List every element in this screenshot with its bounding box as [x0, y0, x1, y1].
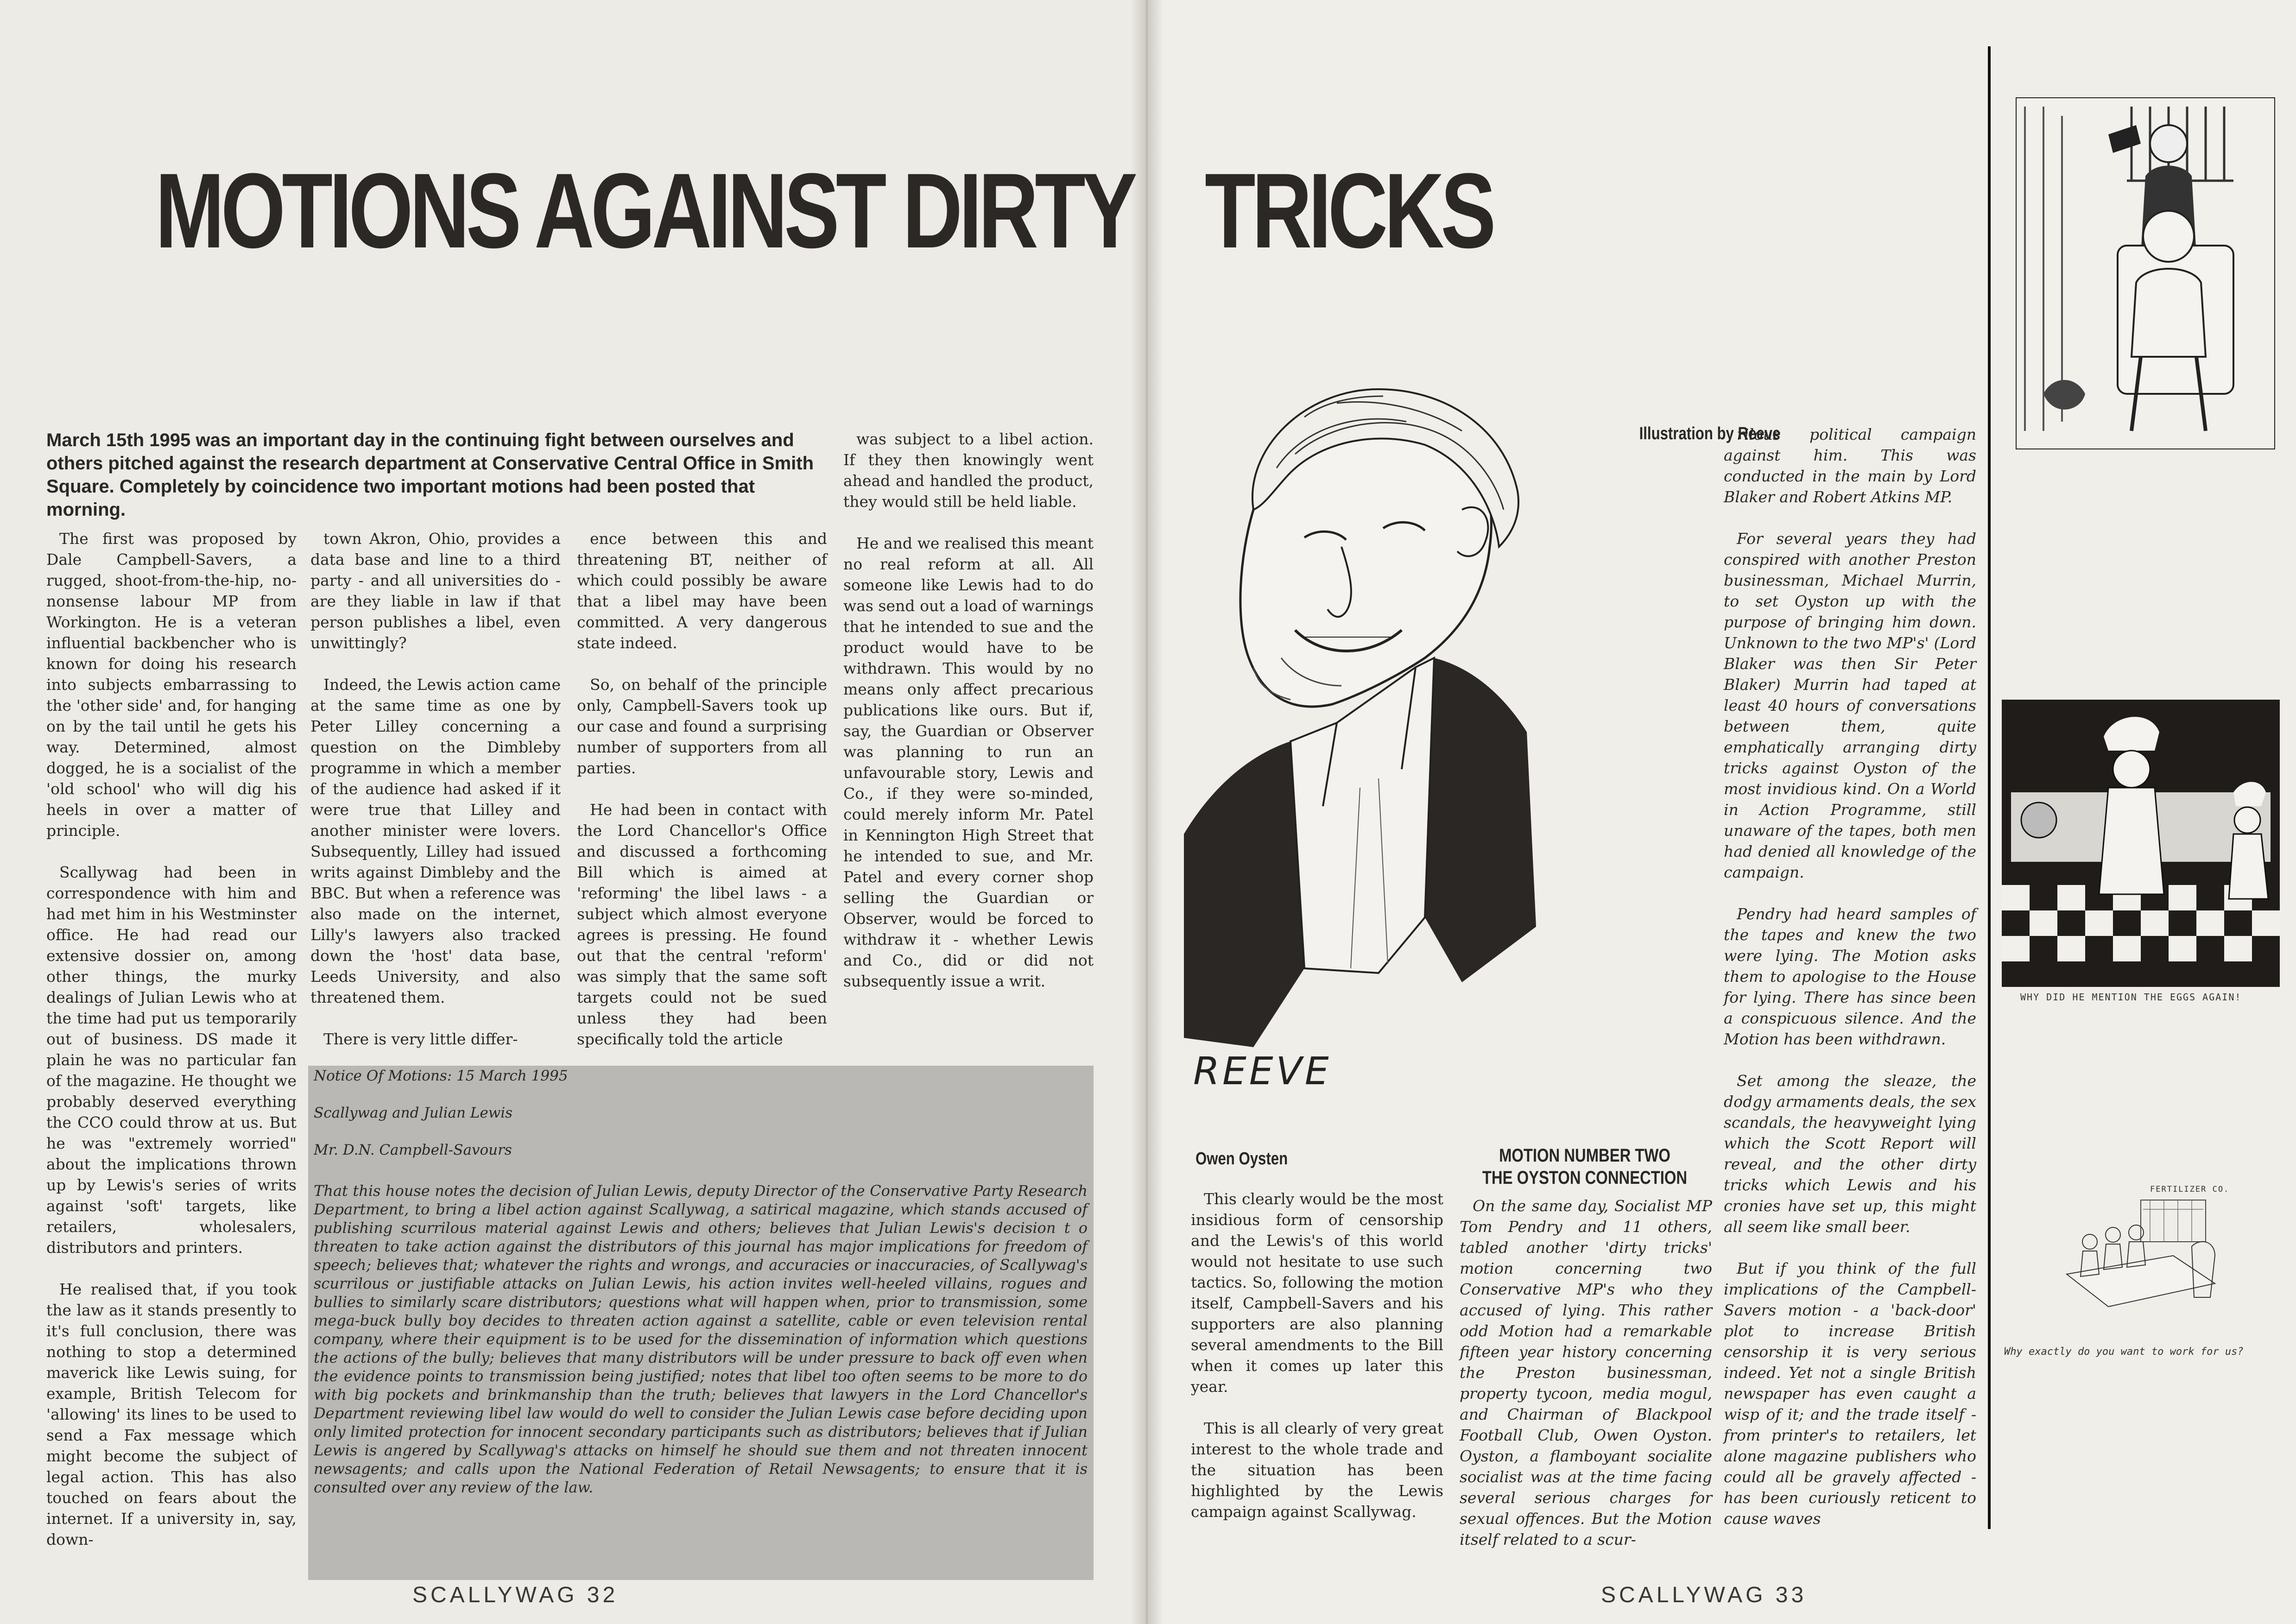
- paragraph: Pendry had heard samples of the tapes and knew the two were lying. The Motion asks them to apologise to the House for lying. There has since been a conspicuous silence. And the Motion has been withdrawn.: [1724, 905, 1976, 1048]
- page-number-left: SCALLYWAG 32: [412, 1583, 619, 1607]
- office-cartoon-sign: FERTILIZER CO.: [2150, 1185, 2230, 1194]
- illustration-credit: Illustration by Reeve: [1639, 424, 1781, 443]
- column-3: [577, 528, 827, 1070]
- paragraph: Scallywag had been in correspondence with him and had met him in his Westminster office. He had read our extensive dossier on, among other things, the murky dealings of Julian Lewis who at the time had put us temporarily out of business. DS made it plain he was no particular fan of the magazine. He thought we probably deserved everything the CCO could throw at us. But he was "extremely worried" about the implications thrown up by Lewis's series of writs against 'soft' targets, like retailers, wholesalers, distributors and printers.: [46, 863, 297, 1257]
- paragraph: The first was proposed by Dale Campbell-Savers, a rugged, shoot-from-the-hip, no-nonsense labour MP from Workington. He is a veteran influential backbencher who is known for doing his research into subjects embarrassing to the 'other side' and, for hanging on by the tail until he gets his way. Determined, almost dogged, he is a socialist of the 'old school' who will dig his heels in over a matter of principle.: [46, 530, 297, 840]
- column-rule: [1988, 46, 1991, 1529]
- headline-right: TRICKS: [1205, 151, 1493, 270]
- paragraph: He had been in contact with the Lord Chancellor's Office and discussed a forthcoming Bill which is aimed at 'reforming' the libel laws - a subject which almost everyone agrees is pressing. He found out that the central 'reform' was simply that the same soft targets could not be sued unless they had been specifically told the article: [577, 801, 827, 1048]
- column-1: [46, 528, 297, 1571]
- article-intro: March 15th 1995 was an important day in the continuing fight between ourselves and others pitched against the research department at Conservative Central Office in Smith Square. Completely by coincidence two important motions had been posted that morning.: [46, 430, 814, 520]
- paragraph: town Akron, Ohio, provides a data base and line to a third party - and all universities do - are they liable in law if that person publishes a libel, even unwittingly?: [310, 530, 561, 652]
- column-4: [843, 429, 1094, 1012]
- paragraph: ence between this and threatening BT, neither of which could possibly be aware that a libel may have been committed. A very dangerous state indeed.: [577, 530, 827, 652]
- subhead-motion-two: [1482, 1144, 1688, 1189]
- column-2: [310, 528, 561, 1070]
- cartoon-kitchen-illustration: [2002, 700, 2280, 987]
- paragraph: For several years they had conspired with another Preston businessman, Michael Murrin, to set Oyston up with the purpose of bringing him down. Unknown to the two MP's' (Lord Blaker was then Sir Peter Blaker) Murrin had taped at least 40 hours of conversations between them, quite emphatically arranging dirty tricks against Oyston of the most invidious kind. On a World in Action Programme, still unaware of the tapes, both men had denied all knowledge of the campaign.: [1724, 530, 1976, 881]
- paragraph: There is very little differ-: [323, 1030, 518, 1048]
- paragraph: He and we realised this meant no real reform at all. All someone like Lewis had to do was send out a load of warnings that he intended to sue and the product would have to be withdrawn. This would by no means only affect precarious publications like ours. But if, say, the Guardian or Observer was planning to run an unfavourable story, Lewis and Co., if they were so-minded, could merely inform Mr. Patel in Kennington High Street that he intended to sue, and Mr. Patel and every corner shop selling the Guardian or Observer, would be forced to withdraw it - whether Lewis and Co., did or did not subsequently issue a writ.: [843, 534, 1094, 990]
- column-a: [1191, 1188, 1443, 1543]
- notice-title: Notice Of Motions: 15 March 1995: [314, 1068, 568, 1084]
- notice-text: That this house notes the decision of Julian Lewis, deputy Director of the Conservative Party Research Department, to bring a libel action against Scallywag, a satirical magazine, which stands accused of publishing scurrilous material against Lewis and others; believes that Julian Lewis's decision t o threaten to take action against the distributors of this journal has major implications for freedom of speech; believes that; whatever the rights and wrongs, and accuracies or inaccuracies, of Scallywag's scurrilous or justifiable attacks on Julian Lewis, his action invites well-heeled villains, rogues and bullies to similarly scare distributors; questions what will happen when, prior to transmission, some mega-buck bully boy decides to threaten action against a satellite, cable or even television rental company, where their equipment is to be used for the dissemination of information which questions the actions of the bully; believes that many distributors will be under pressure to back off even when the evidence points to transmission being justified; notes that libel too often seems to be more to do with big pockets and brinkmanship than the truth; believes that lawyers in the Lord Chancellor's Department reviewing libel law would do well to consider the Julian Lewis case before deciding upon only limited protection for innocent secondary participants such as distributors; believes that if Julian Lewis is angered by Scallywag's attacks on himself he should sue them and not threaten innocent newsagents; and calls upon the National Federation of Retail Newsagents; to ensure that it is consulted over any review of the law.: [314, 1182, 1088, 1496]
- cartoon-office-illustration: [2062, 1191, 2229, 1321]
- paragraph: Set among the sleaze, the dodgy armaments deals, the sex scandals, the heavyweight lying which the Scott Report will reveal, and the other dirty tricks which Lewis and his cronies have set up, this might all seem like small beer.: [1724, 1072, 1976, 1236]
- spine-gutter: [1131, 0, 1163, 1624]
- paragraph: Indeed, the Lewis action came at the same time as one by Peter Lilley concerning a question on the Dimbleby programme in which a member of the audience had asked if it were true that Lilley and another minister were lovers. Subsequently, Lilley had issued writs against Dimbleby and the BBC. But when a reference was also made on the internet, Lilly's lawyers also tracked down the 'host' data base, Leeds University, and also threatened them.: [310, 676, 561, 1006]
- notice-of-motions-box: [308, 1066, 1094, 1580]
- portrait-caption: Owen Oysten: [1195, 1149, 1288, 1169]
- headline-left: MOTIONS AGAINST DIRTY: [155, 151, 1134, 270]
- caricature-illustration: [1184, 371, 1564, 1121]
- paragraph: rilous political campaign against him. This was conducted in the main by Lord Blaker and Robert Atkins MP.: [1724, 425, 1976, 506]
- paragraph: He realised that, if you took the law as it stands presently to it's full conclusion, there was nothing to stop a determined maverick like Lewis suing, for example, British Telecom for 'allowing' its lines to be used to send a Fax message which might become the subject of legal action. This has also touched on fears about the internet. If a university in, say, down-: [46, 1280, 297, 1548]
- cartoon-throne-illustration: [2016, 97, 2275, 449]
- artist-signature: REEVE: [1193, 1049, 1332, 1093]
- subhead-line-1: MOTION NUMBER TWO: [1499, 1145, 1670, 1166]
- paragraph: This clearly would be the most insidious form of censorship and the Lewis's of this world would not hesitate to use such tactics. So, following the motion itself, Campbell-Savers and his supporters are also planning several amendments to the Bill when it comes up later this year.: [1191, 1190, 1443, 1396]
- paragraph: So, on behalf of the principle only, Campbell-Savers took up our case and found a surprising number of supporters from all parties.: [577, 676, 827, 777]
- office-cartoon-caption: Why exactly do you want to work for us?: [2004, 1346, 2244, 1358]
- paragraph: But if you think of the full implications of the Campbell-Savers motion - a 'back-door' plot to increase British censorship it is very serious indeed. Yet not a single British newspaper has even caught a wisp of it; and the trade itself - from printer's to retailers, let alone magazine publishers who could all be gravely affected - has been curiously reticent to cause waves: [1724, 1259, 1976, 1528]
- paragraph: This is all clearly of very great interest to the whole trade and the situation has been highlighted by the Lewis campaign against Scallywag.: [1191, 1419, 1443, 1521]
- notice-mover: Mr. D.N. Campbell-Savours: [314, 1142, 512, 1158]
- subhead-line-2: THE OYSTON CONNECTION: [1482, 1168, 1688, 1188]
- column-c: [1724, 424, 1976, 1550]
- paragraph: On the same day, Socialist MP Tom Pendry and 11 others, tabled another 'dirty tricks' motion concerning two Conservative MP's who they accused of lying. This rather odd Motion had a remarkable fifteen year history concerning the Preston businessman, property tycoon, media mogul, and Chairman of Blackpool Football Club, Owen Oyston. Oyston, a flamboyant socialite socialist was at the time facing several serious charges for sexual offences. But the Motion itself related to a scur-: [1460, 1197, 1712, 1548]
- paragraph: was subject to a libel action. If they then knowingly went ahead and handled the product, they would still be held liable.: [843, 430, 1094, 511]
- kitchen-cartoon-caption: WHY DID HE MENTION THE EGGS AGAIN!: [2020, 992, 2242, 1003]
- column-b: [1460, 1195, 1712, 1571]
- notice-parties: Scallywag and Julian Lewis: [314, 1105, 513, 1121]
- page-number-right: SCALLYWAG 33: [1601, 1583, 1807, 1607]
